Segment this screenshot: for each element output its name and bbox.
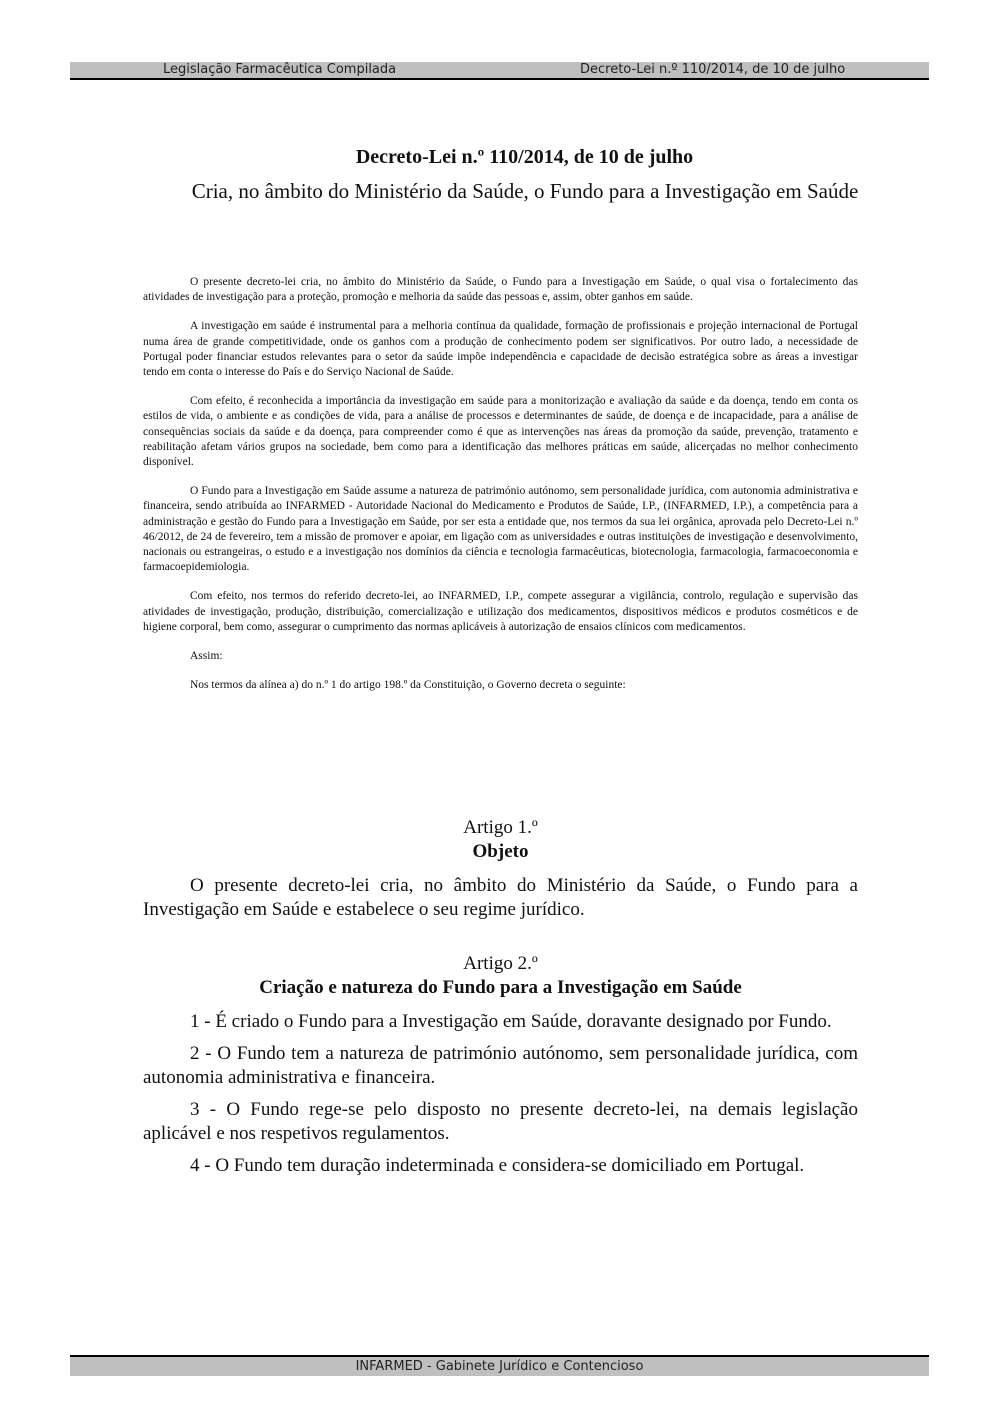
articles — [143, 816, 858, 1186]
article-paragraph: 2 - O Fundo tem a natureza de património autónomo, sem personalidade jurídica, com autonomia administrativa e financeira. — [143, 1043, 858, 1088]
page-footer — [70, 1355, 929, 1376]
preamble-paragraph: O presente decreto-lei cria, no âmbito do Ministério da Saúde, o Fundo para a Investigação em Saúde, o qual visa o fortalecimento das atividades de investigação para a proteção, promoção e melhoria da saúde das pessoas e, assim, obter ganhos em saúde. — [143, 276, 858, 304]
preamble-paragraph: O Fundo para a Investigação em Saúde assume a natureza de património autónomo, sem personalidade jurídica, com autonomia administrativa e financeira, sendo atribuída ao INFARMED - Autoridade Nacional do Medicamento e Produtos de Saúde, I.P., (INFARMED, I.P.), a competência para a administração e gestão do Fundo para a Investigação em Saúde, por ser esta a entidade que, nos termos da sua lei orgânica, aprovada pelo Decreto-Lei n.º 46/2012, de 24 de fevereiro, tem a missão de promover e apoiar, em ligação com as universidades e outras instituições de investigação e desenvolvimento, nacionais ou estrangeiras, o estudo e a investigação nos domínios da ciência e tecnologia farmacêuticas, biotecnologia, farmacologia, farmacoeconomia e farmacoepidemiologia. — [143, 485, 858, 574]
preamble-paragraph: Nos termos da alínea a) do n.º 1 do artigo 198.º da Constituição, o Governo decreta o seguinte: — [190, 679, 626, 692]
article-1 — [143, 816, 858, 922]
article-paragraph: O presente decreto-lei cria, no âmbito do Ministério da Saúde, o Fundo para a Investigação em Saúde e estabelece o seu regime jurídico. — [143, 875, 858, 920]
article-title: Criação e natureza do Fundo para a Investigação em Saúde — [259, 977, 742, 998]
article-number: Artigo 2.º — [463, 953, 538, 974]
article-2 — [143, 952, 858, 1178]
document-title: Decreto-Lei n.º 110/2014, de 10 de julho — [355, 146, 694, 168]
preamble-paragraph: A investigação em saúde é instrumental para a melhoria contínua da qualidade, formação de profissionais e projeção internacional de Portugal numa área de grande competitividade, onde os ganhos com a produção de conhecimento podem ser significativos. Por outro lado, a necessidade de Portugal poder financiar estudos relevantes para o setor da saúde impõe independência e capacidade de decisão estratégica sobre as áreas a investigar tendo em conta o interesse do País e do Serviço Nacional de Saúde. — [143, 320, 858, 379]
document-subtitle: Cria, no âmbito do Ministério da Saúde, o Fundo para a Investigação em Saúde — [191, 179, 859, 203]
page-header — [70, 62, 929, 80]
header-document-reference: Decreto-Lei n.º 110/2014, de 10 de julho — [580, 62, 846, 77]
preamble-paragraph: Com efeito, é reconhecida a importância da investigação em saúde para a monitorização e avaliação da saúde e da doença, tendo em conta os estilos de vida, o ambiente e as condições de vida, para a análise de processos e determinantes de saúde, de doença e de incapacidade, para a análise de consequências sociais da saúde e da doença, para compreender como é que as intervenções nas áreas da promoção da saúde, prevenção, tratamento e reabilitação afetam vários grupos na sociedade, bem como para a identificação das melhores práticas em saúde, alicerçadas no melhor conhecimento disponível. — [143, 395, 858, 469]
footer-text: INFARMED - Gabinete Jurídico e Contencioso — [355, 1359, 644, 1374]
preamble — [143, 275, 858, 707]
header-collection-title: Legislação Farmacêutica Compilada — [163, 62, 397, 77]
article-paragraph: 3 - O Fundo rege-se pelo disposto no presente decreto-lei, na demais legislação aplicável e nos respetivos regulamentos. — [143, 1099, 858, 1144]
preamble-paragraph: Com efeito, nos termos do referido decreto-lei, ao INFARMED, I.P., compete assegurar a vigilância, controlo, regulação e supervisão das atividades de investigação, produção, distribuição, comercialização e utilização dos medicamentos, dispositivos médicos e produtos cosméticos e de higiene corporal, bem como, assegurar o cumprimento das normas aplicáveis à autorização de ensaios clínicos com medicamentos. — [143, 590, 858, 633]
article-title: Objeto — [472, 841, 529, 862]
article-paragraph: 4 - O Fundo tem duração indeterminada e considera-se domiciliado em Portugal. — [190, 1155, 805, 1176]
article-number: Artigo 1.º — [463, 817, 538, 838]
article-paragraph: 1 - É criado o Fundo para a Investigação em Saúde, doravante designado por Fundo. — [190, 1011, 832, 1032]
preamble-paragraph: Assim: — [190, 650, 223, 663]
